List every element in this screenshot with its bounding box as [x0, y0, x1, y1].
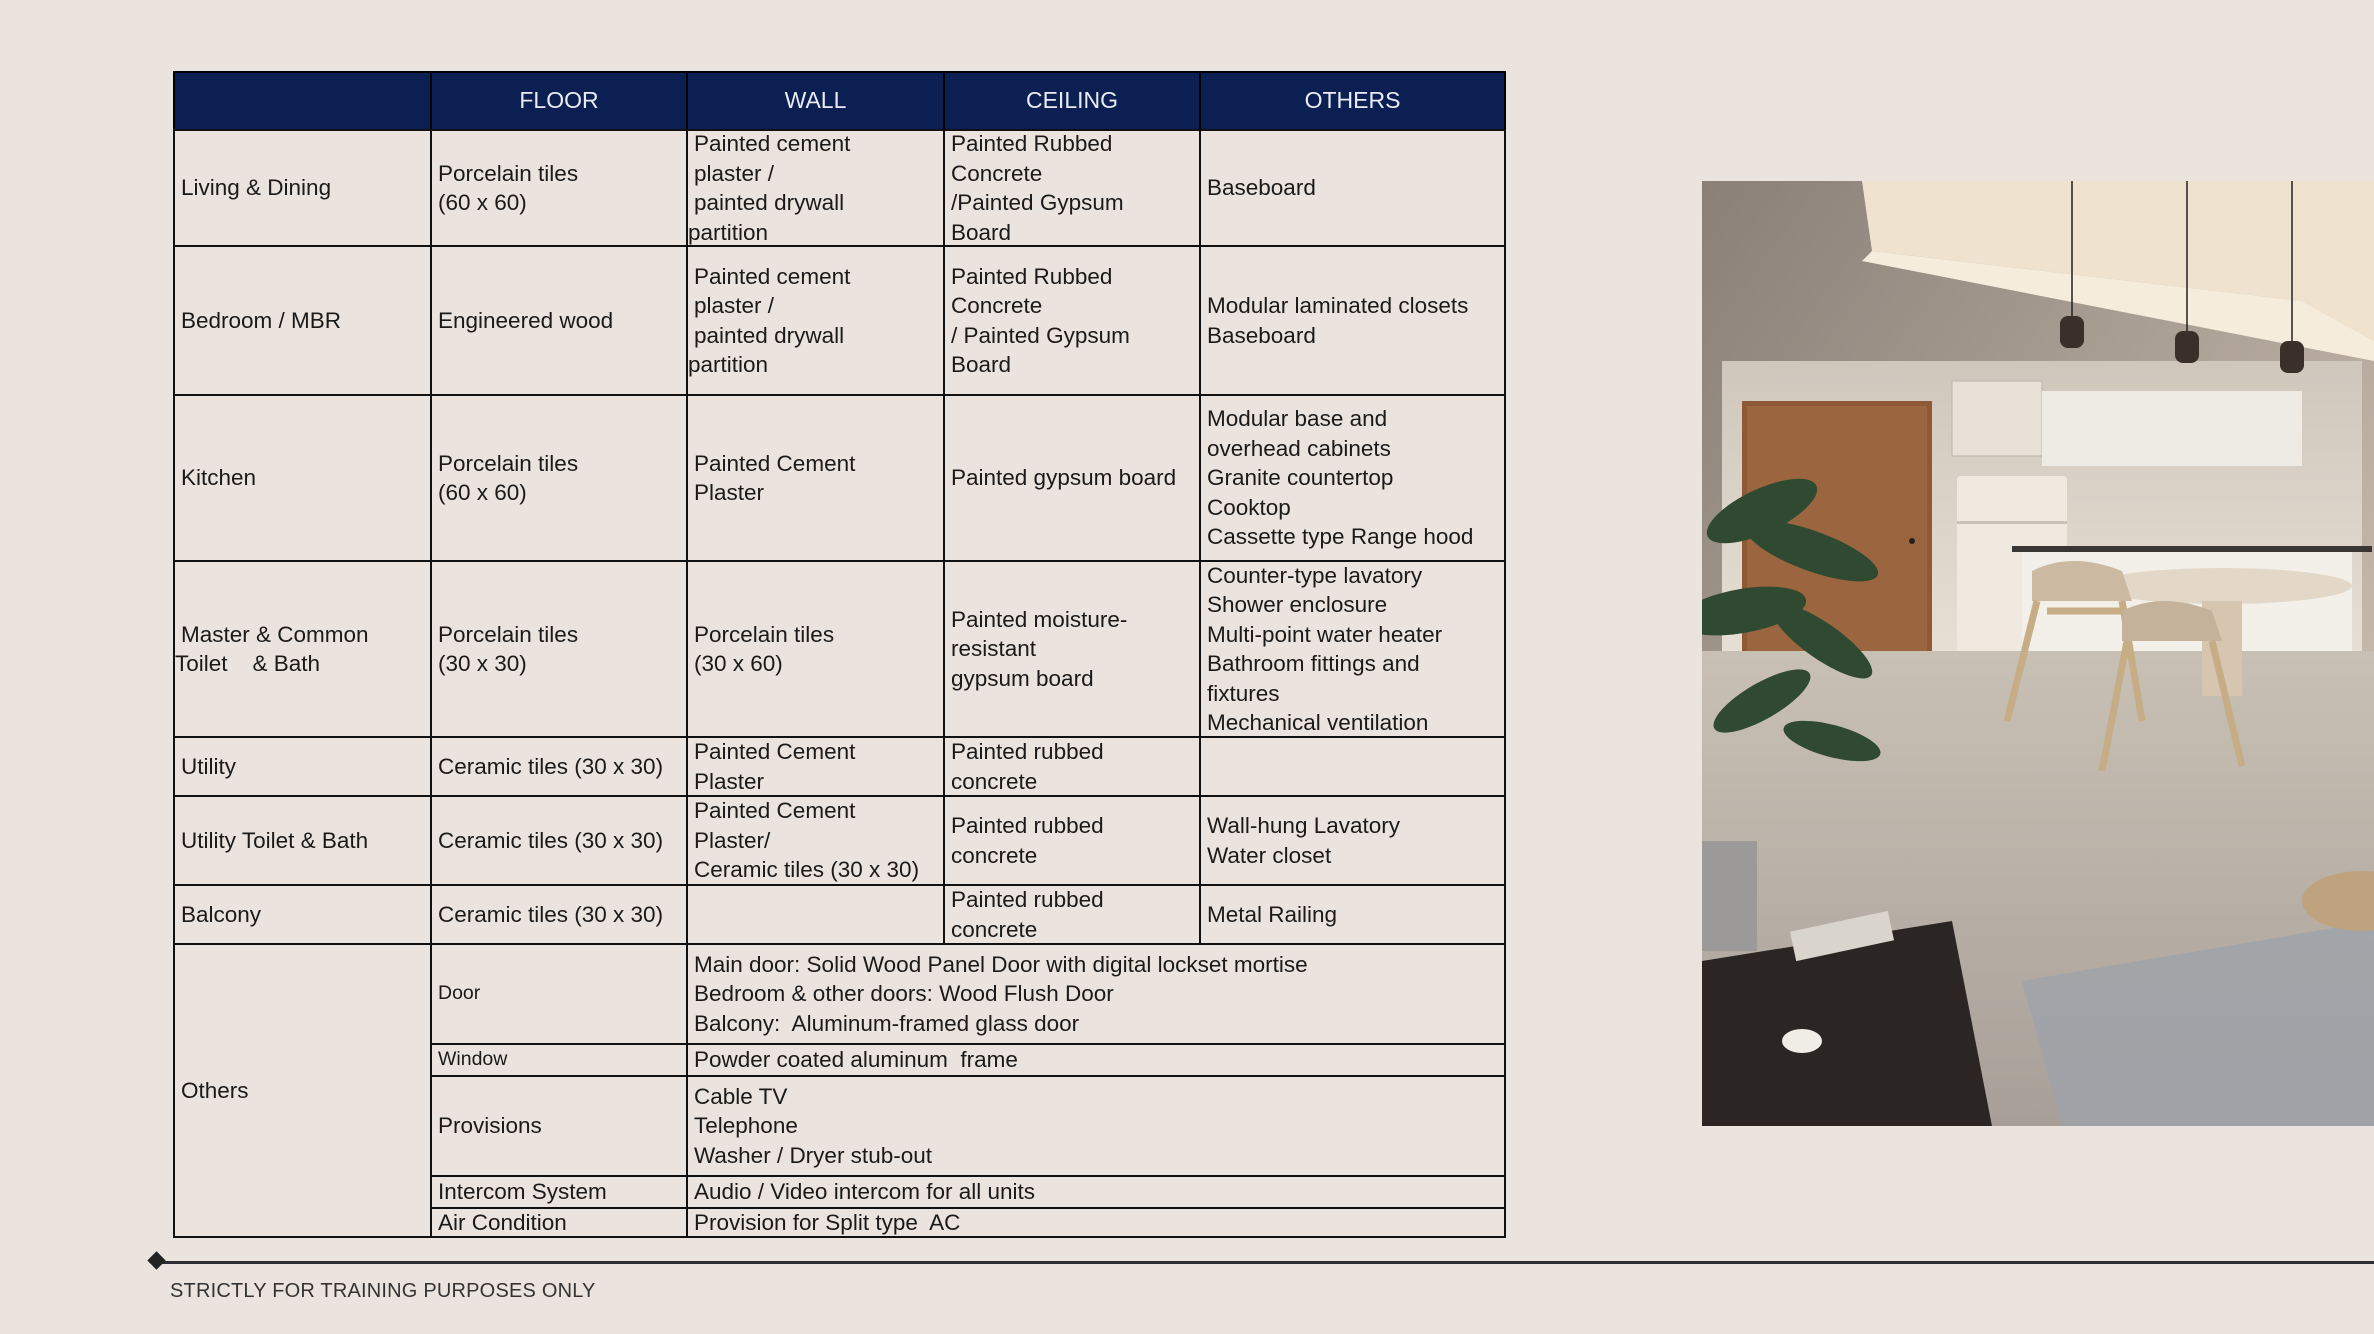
header-cell-blank [173, 71, 432, 131]
cell-text-line: Porcelain tiles [438, 160, 579, 186]
others-item-label [430, 1207, 688, 1238]
others-item-label [430, 943, 688, 1045]
header-cell-ceiling [943, 71, 1201, 131]
cell-text-line: Ceramic tiles (30 x 30) [694, 857, 920, 883]
cell-text-line: Main door: Solid Wood Panel Door with digital lockset mortise [694, 951, 1308, 977]
cell-text-line: Painted Cement [694, 450, 856, 476]
others-item-value [686, 1207, 1506, 1238]
table-cell-ceiling [943, 560, 1201, 738]
table-cell-others [1199, 795, 1506, 886]
cell-text-line: Cable TV [694, 1083, 788, 1109]
cell-text-line: Engineered wood [438, 307, 614, 333]
cell-text-line: Water closet [1207, 842, 1332, 868]
cell-text-line: concrete [951, 768, 1038, 794]
table-cell-wall [686, 736, 945, 797]
table-cell-area [173, 394, 432, 562]
table-cell-wall [686, 245, 945, 396]
cell-text-line: Provision for Split type AC [694, 1209, 961, 1235]
cell-text-line: Baseboard [1207, 322, 1316, 348]
table-cell-ceiling [943, 245, 1201, 396]
cell-text-line: Wall-hung Lavatory [1207, 813, 1401, 838]
cell-text-line: partition [688, 219, 769, 245]
table-cell-others [1199, 560, 1506, 738]
table-cell-wall [686, 884, 945, 945]
cell-text-line: Toilet & Bath [175, 651, 321, 676]
table-cell-wall [686, 795, 945, 886]
cell-text-line: / Painted Gypsum [951, 322, 1130, 348]
others-label-text: Others [181, 1077, 249, 1103]
cell-text-line: concrete [951, 842, 1038, 868]
cell-text-line: Painted Cement [694, 739, 856, 764]
cell-text-line: (30 x 60) [694, 651, 783, 676]
table-cell-others [1199, 884, 1506, 945]
table-cell-floor [430, 795, 688, 886]
table-cell-floor [430, 736, 688, 797]
cell-text-line: (30 x 30) [438, 651, 527, 676]
cell-text-line: Granite countertop [1207, 465, 1394, 491]
table-cell-ceiling [943, 394, 1201, 562]
others-item-value [686, 1175, 1506, 1209]
cell-text-line: Bedroom & other doors: Wood Flush Door [694, 981, 1114, 1007]
cell-text-line: Washer / Dryer stub-out [694, 1142, 932, 1168]
cell-text-line: Ceramic tiles (30 x 30) [438, 753, 664, 779]
cell-text-line: Kitchen [181, 465, 257, 491]
others-item-label-text: Provisions [438, 1113, 542, 1139]
others-item-value [686, 1043, 1506, 1077]
cell-text-line: overhead cabinets [1207, 435, 1391, 461]
cell-text-line: Baseboard [1207, 175, 1316, 201]
cell-text-line: painted drywall [694, 190, 845, 215]
table-cell-floor [430, 129, 688, 247]
cell-text-line: Cassette type Range hood [1207, 524, 1474, 550]
table-cell-floor [430, 245, 688, 396]
header-cell-others [1199, 71, 1506, 131]
others-item-label [430, 1043, 688, 1077]
cell-text-line: plaster / [694, 160, 775, 186]
cell-text-line: Painted gypsum board [951, 465, 1177, 491]
header-label: CEILING [1025, 87, 1119, 114]
cell-text-line: Porcelain tiles [694, 621, 835, 647]
cell-text-line: Painted rubbed [951, 887, 1104, 912]
cell-text-line: Painted Rubbed [951, 263, 1113, 289]
cell-text-line: Porcelain tiles [438, 450, 579, 476]
cell-text-line: Bedroom / MBR [181, 307, 342, 333]
cell-text-line: Painted Cement [694, 798, 856, 824]
header-label: OTHERS [1304, 87, 1401, 114]
header-label: FLOOR [519, 87, 599, 114]
cell-text-line: concrete [951, 916, 1038, 942]
cell-text-line: Concrete [951, 160, 1043, 186]
header-cell-wall [686, 71, 945, 131]
others-item-label-text: Door [438, 982, 481, 1005]
cell-text-line: Painted rubbed [951, 739, 1104, 764]
cell-text-line: (60 x 60) [438, 190, 527, 215]
table-cell-area [173, 884, 432, 945]
cell-text-line: Metal Railing [1207, 901, 1338, 927]
cell-text-line: Porcelain tiles [438, 621, 579, 647]
table-cell-ceiling [943, 129, 1201, 247]
cell-text-line: /Painted Gypsum [951, 190, 1124, 215]
table-cell-others [1199, 129, 1506, 247]
cell-text-line: plaster / [694, 293, 775, 318]
table-cell-ceiling [943, 795, 1201, 886]
footer-disclaimer: STRICTLY FOR TRAINING PURPOSES ONLY [170, 1280, 596, 1302]
cell-text-line: gypsum board [951, 665, 1094, 691]
table-cell-wall [686, 394, 945, 562]
table-cell-wall [686, 560, 945, 738]
others-item-value [686, 1075, 1506, 1177]
cell-text-line: Ceramic tiles (30 x 30) [438, 827, 664, 853]
others-item-label-text: Intercom System [438, 1179, 607, 1205]
cell-text-line: Painted cement [694, 263, 851, 289]
cell-text-line: Painted Rubbed [951, 131, 1113, 156]
table-cell-floor [430, 394, 688, 562]
cell-text-line: Painted cement [694, 131, 851, 156]
interior-photo [1702, 181, 2374, 1126]
cell-text-line: Ceramic tiles (30 x 30) [438, 901, 664, 927]
table-cell-area [173, 795, 432, 886]
cell-text-line: Plaster/ [694, 827, 771, 853]
table-cell-wall [686, 129, 945, 247]
cell-text-line: fixtures [1207, 680, 1280, 706]
footer-rule [158, 1261, 2374, 1264]
cell-text-line: Modular laminated closets [1207, 293, 1469, 318]
cell-text-line: Mechanical ventilation [1207, 710, 1429, 735]
cell-text-line: resistant [951, 636, 1037, 662]
cell-text-line: Powder coated aluminum frame [694, 1047, 1018, 1073]
table-cell-others [1199, 394, 1506, 562]
cell-text-line: Plaster [694, 768, 765, 794]
others-item-label [430, 1175, 688, 1209]
cell-text-line: Plaster [694, 480, 765, 505]
table-cell-area [173, 245, 432, 396]
table-cell-ceiling [943, 884, 1201, 945]
specifications-table [173, 71, 1504, 1236]
cell-text-line: Multi-point water heater [1207, 621, 1443, 647]
cell-text-line: Shower enclosure [1207, 592, 1388, 617]
cell-text-line: Board [951, 219, 1012, 245]
cell-text-line: Balcony: Aluminum-framed glass door [694, 1010, 1080, 1036]
table-cell-others [1199, 736, 1506, 797]
cell-text-line: Balcony [181, 901, 262, 927]
cell-text-line: Utility [181, 753, 236, 779]
cell-text-line: Counter-type lavatory [1207, 562, 1423, 588]
others-item-value [686, 943, 1506, 1045]
others-item-label-text: Window [438, 1048, 508, 1071]
cell-text-line: Concrete [951, 293, 1043, 318]
cell-text-line: painted drywall [694, 322, 845, 348]
table-cell-floor [430, 884, 688, 945]
diamond-marker-icon [147, 1251, 165, 1269]
cell-text-line: Painted moisture- [951, 606, 1128, 632]
cell-text-line: Master & Common [181, 621, 369, 647]
cell-text-line: Utility Toilet & Bath [181, 827, 369, 853]
table-cell-area [173, 736, 432, 797]
cell-text-line: Audio / Video intercom for all units [694, 1179, 1036, 1205]
others-item-label [430, 1075, 688, 1177]
cell-text-line: Board [951, 352, 1012, 377]
cell-text-line: Modular base and [1207, 406, 1388, 432]
table-cell-others [1199, 245, 1506, 396]
table-cell-area [173, 560, 432, 738]
table-cell-area [173, 129, 432, 247]
others-section-label [173, 943, 432, 1238]
table-cell-floor [430, 560, 688, 738]
header-label: WALL [784, 87, 847, 114]
cell-text-line: Cooktop [1207, 494, 1291, 520]
cell-text-line: partition [688, 352, 769, 377]
kitchen-dining-image [1702, 181, 2374, 1126]
cell-text-line: Bathroom fittings and [1207, 651, 1420, 676]
cell-text-line: (60 x 60) [438, 480, 527, 505]
cell-text-line: Living & Dining [181, 175, 332, 201]
cell-text-line: Painted rubbed [951, 813, 1104, 838]
cell-text-line: Telephone [694, 1113, 798, 1139]
header-cell-floor [430, 71, 688, 131]
table-cell-ceiling [943, 736, 1201, 797]
others-item-label-text: Air Condition [438, 1209, 567, 1235]
